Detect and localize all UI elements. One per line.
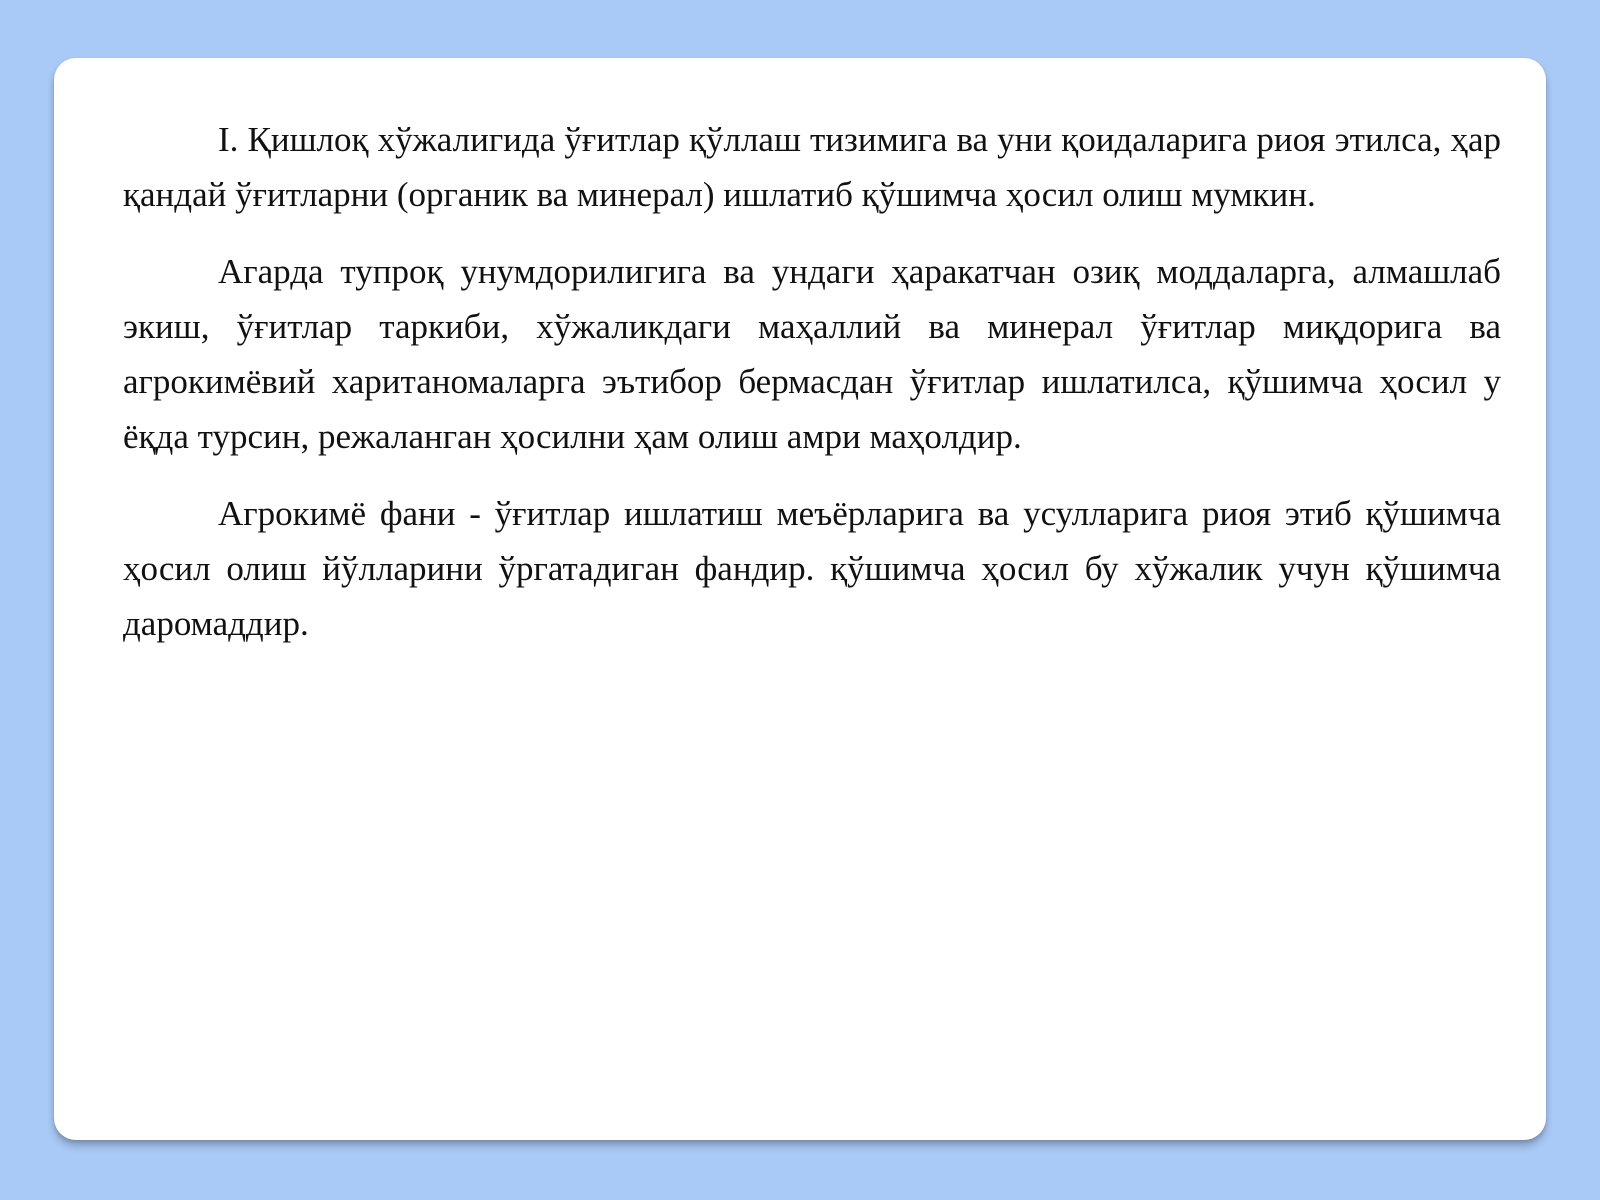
paragraph-1: I. Қишлоқ хўжалигида ўғитлар қўллаш тизимига ва уни қоидаларига риоя этилса, ҳар қандай ўғитларни (органик ва минерал) ишлатиб қўшимча ҳосил олиш мумкин. <box>123 120 1501 214</box>
paragraph-2: Агарда тупроқ унумдорилигига ва ундаги ҳаракатчан озиқ моддаларга, алмашлаб экиш, ўғитлар таркиби, хўжаликдаги маҳаллий ва минерал ўғитлар миқдорига ва агрокимёвий хаританомаларга эътибор бермасдан ўғитлар ишлатилса, қўшимча ҳосил у ёқда турсин, режаланган ҳосилни ҳам олиш амри маҳолдир. <box>123 252 1501 456</box>
slide-card <box>54 58 1546 1140</box>
text-content <box>123 112 1501 673</box>
paragraph-3: Агрокимё фани - ўғитлар ишлатиш меъёрларига ва усулларига риоя этиб қўшимча ҳосил олиш йўлларини ўргатадиган фандир. қўшимча ҳосил бу хўжалик учун қўшимча даромаддир. <box>123 494 1501 643</box>
